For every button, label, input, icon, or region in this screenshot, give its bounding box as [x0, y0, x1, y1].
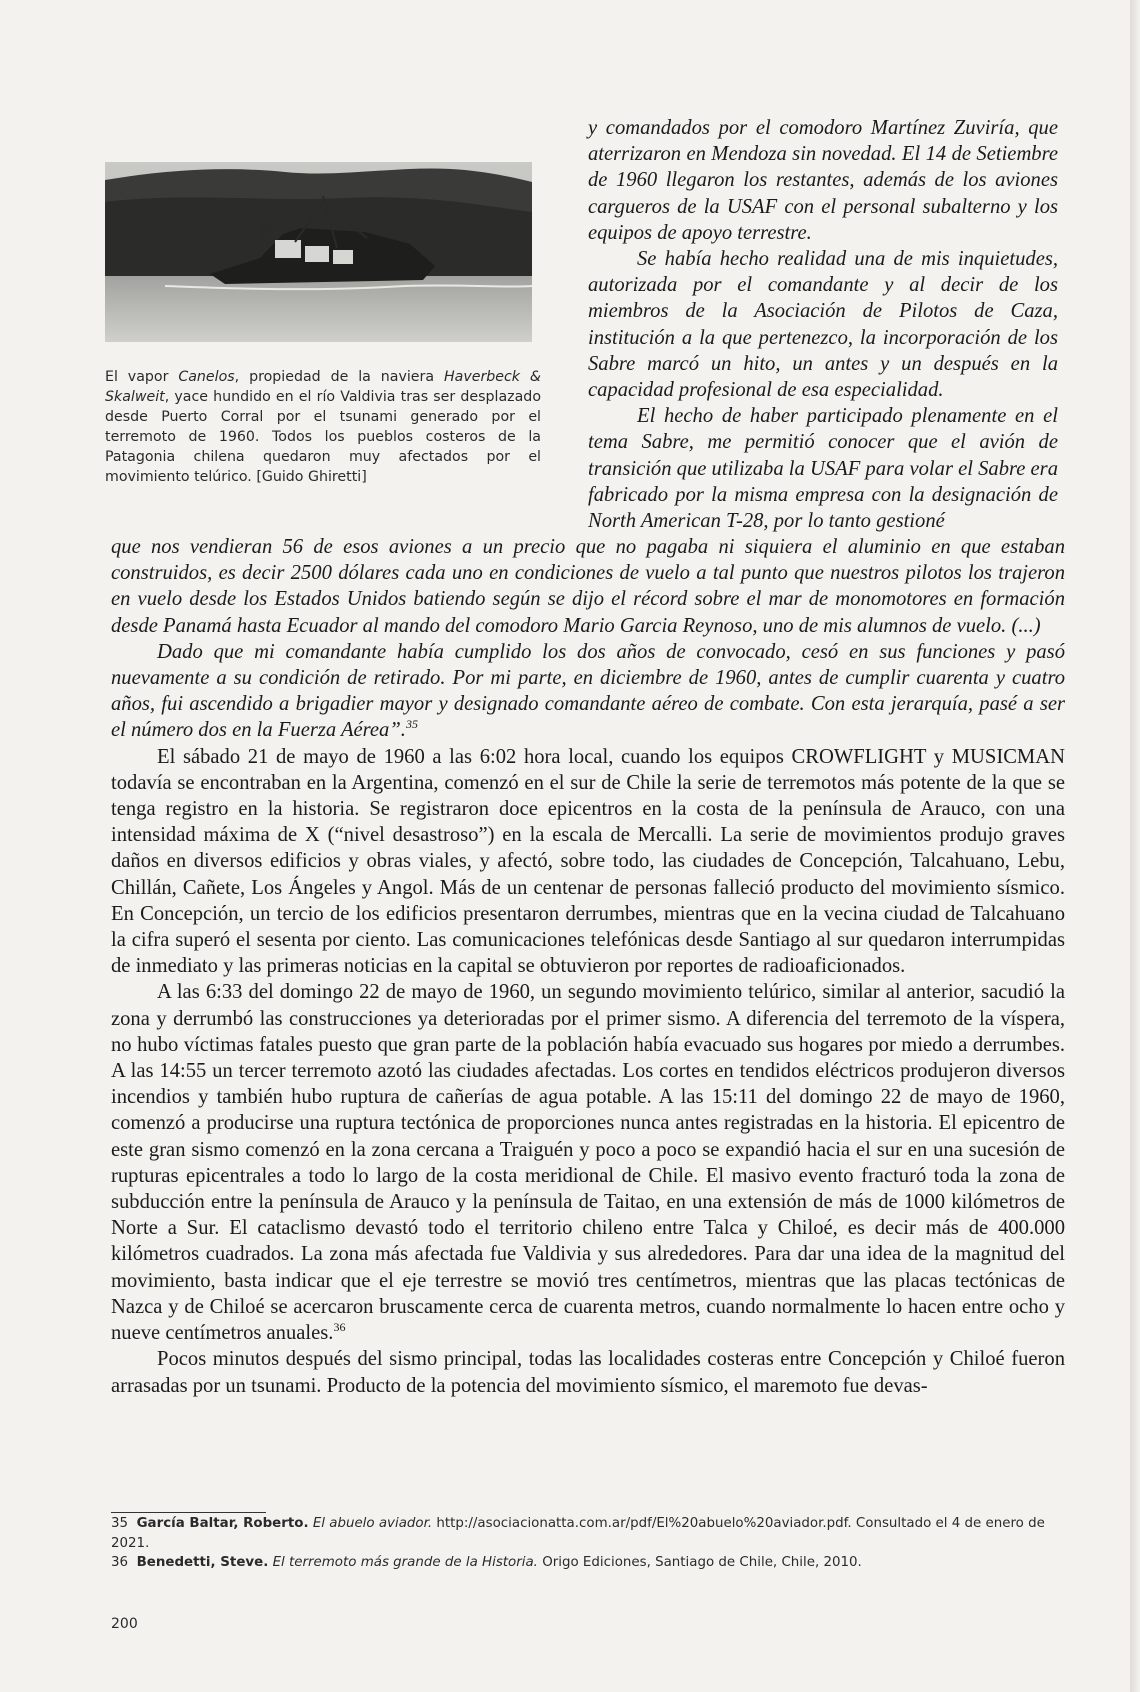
- footnotes: [111, 1514, 1071, 1573]
- caption-ship-name: Canelos: [178, 369, 235, 385]
- figure-caption: [105, 367, 541, 487]
- quote-paragraph-2: Se había hecho realidad una de mis inquietudes, autorizada por el comandante y al decir de los miembros de la Asociación de Pilotos de Caza, institución a la que pertenezco, la incorporación de los Sabre marcó un hito, un antes y un después en la capacidad profesional de esa especialidad.: [588, 248, 1058, 402]
- body-paragraph-2: [111, 979, 1065, 1346]
- footnote-title: El abuelo aviador.: [312, 1516, 433, 1531]
- quote-closing-paragraph: [111, 639, 1065, 744]
- body-paragraph-3: Pocos minutos después del sismo principal, todas las localidades costeras entre Concepción y Chiloé fueron arrasadas por un tsunami. Producto de la potencia del movimiento sísmico, el maremoto fue devas-: [111, 1348, 1065, 1397]
- footnote-number: 36: [111, 1555, 129, 1570]
- quote-paragraph-1: y comandados por el comodoro Martínez Zuviría, que aterrizaron en Mendoza sin novedad. El 14 de Setiembre de 1960 llegaron los restantes, además de los aviones cargueros de la USAF con el personal subalterno y los equipos de apoyo terrestre.: [588, 117, 1058, 244]
- body-paragraph-1: El sábado 21 de mayo de 1960 a las 6:02 hora local, cuando los equipos CROWFLIGHT y MUSICMAN todavía se encontraban en la Argentina, comenzó en el sur de Chile la serie de terremotos más potente de la que se tenga registro en la historia. Se registraron doce epicentros en la costa de la península de Arauco, con una intensidad máxima de X (“nivel desastroso”) en la escala de Mercalli. La serie de movimientos produjo graves daños en diversos edificios y obras viales, y afectó, sobre todo, las ciudades de Concepción, Talcahuano, Lebu, Chillán, Cañete, Los Ángeles y Angol. Más de un centenar de personas falleció producto del movimiento sísmico. En Concepción, un tercio de los edificios presentaron derrumbes, mientras que en la vecina ciudad de Talcahuano la cifra superó el sesenta por ciento. Las comunicaciones telefónicas desde Santiago al sur quedaron interrumpidas de inmediato y las primeras noticias en la capital se obtuvieron por reportes de radioaficionados.: [111, 745, 1065, 978]
- shipwreck-illustration: [105, 162, 532, 342]
- quote-continuation: que nos vendieran 56 de esos aviones a un precio que no pagaba ni siquiera el aluminio en que estaban construidos, es decir 2500 dólares cada uno en condiciones de vuelo a tal punto que nuestros pilotos los trajeron en vuelo desde los Estados Unidos batiendo según se dijo el récord sobre el mar de monomotores en formación desde Panamá hasta Ecuador al mando del comodoro Mario Garcia Reynoso, uno de mis alumnos de vuelo. (...): [111, 536, 1065, 637]
- caption-lead: El vapor: [105, 369, 179, 385]
- footnote-ref-35[interactable]: 35: [405, 717, 418, 732]
- page-number: 200: [111, 1616, 138, 1632]
- main-text: [111, 534, 1065, 1399]
- footnote-36: [111, 1553, 1071, 1573]
- right-column-quote: [588, 115, 1058, 534]
- caption-rest: , yace hundido en el río Valdivia tras ser desplazado desde Puerto Corral por el tsunami generado por el terremoto de 1960. Todos los pueblos costeros de la Patagonia chilena quedaron muy afectados por el movimiento telúrico. [Guido Ghiretti]: [105, 389, 541, 485]
- footnote-source[interactable]: http://asociacionatta.com.ar/pdf/El%20abuelo%20aviador.pdf. Consultado el 4 de enero de 2021.: [111, 1516, 1045, 1551]
- footnote-author: García Baltar, Roberto.: [136, 1516, 309, 1531]
- quote-closing-text: Dado que mi comandante había cumplido los dos años de convocado, cesó en sus funciones y pasó nuevamente a su condición de retirado. Por mi parte, en diciembre de 1960, antes de cumplir cuarenta y cuatro años, fui ascendido a brigadier mayor y designado comandante aéreo de combate. Con esta jerarquía, pasé a ser el número dos en la Fuerza Aérea”.: [111, 640, 1065, 742]
- quote-paragraph-3: El hecho de haber participado plenamente en el tema Sabre, me permitió conocer que el avión de transición que utilizaba la USAF para volar el Sabre era fabricado por la misma empresa con la designación de North American T-28, por lo tanto gestioné: [588, 405, 1058, 533]
- caption-mid: , propiedad de la naviera: [234, 369, 444, 385]
- footnote-ref-36[interactable]: 36: [333, 1320, 346, 1335]
- footnote-divider: [111, 1512, 266, 1513]
- shipwreck-photo: [105, 162, 532, 342]
- footnote-title: El terremoto más grande de la Historia.: [272, 1555, 538, 1570]
- caption-company-name: Haverbeck & Skalweit: [105, 369, 541, 405]
- footnote-35: [111, 1514, 1071, 1553]
- footnote-author: Benedetti, Steve.: [136, 1555, 269, 1570]
- page-edge-shadow: [1130, 0, 1140, 1692]
- footnote-number: 35: [111, 1516, 129, 1531]
- body-paragraph-2-text: A las 6:33 del domingo 22 de mayo de 1960, un segundo movimiento telúrico, similar al anterior, sacudió la zona y derrumbó las construcciones ya deterioradas por el primer sismo. A diferencia del terremoto de la víspera, no hubo víctimas fatales puesto que gran parte de la población había evacuado sus hogares por miedo a derrumbes. A las 14:55 un tercer terremoto azotó las ciudades afectadas. Los cortes en tendidos eléctricos produjeron diversos incendios y también hubo ruptura de cañerías de agua potable. A las 15:11 del domingo 22 de mayo de 1960, comenzó a producirse una ruptura tectónica de proporciones nunca antes registradas en la historia. El epicentro de este gran sismo comenzó en la zona cercana a Traiguén y poco a poco se expandió hacia el sur en una sucesión de rupturas epicentrales a todo lo largo de la costa meridional de Chile. El masivo evento fracturó toda la zona de subducción entre la península de Arauco y la península de Taitao, en una extensión de más de 1000 kilómetros de Norte a Sur. El cataclismo devastó todo el territorio chileno entre Talca y Chiloé, es decir más de 400.000 kilómetros cuadrados. La zona más afectada fue Valdivia y sus alrededores. Para dar una idea de la magnitud del movimiento, basta indicar que el eje terrestre se movió tres centímetros, mientras que las placas tectónicas de Nazca y de Chiloé se acercaron bruscamente cerca de cuarenta metros, cuando normalmente lo hacen entre ocho y nueve centímetros anuales.: [111, 981, 1065, 1345]
- footnote-source: Origo Ediciones, Santiago de Chile, Chile, 2010.: [542, 1555, 862, 1570]
